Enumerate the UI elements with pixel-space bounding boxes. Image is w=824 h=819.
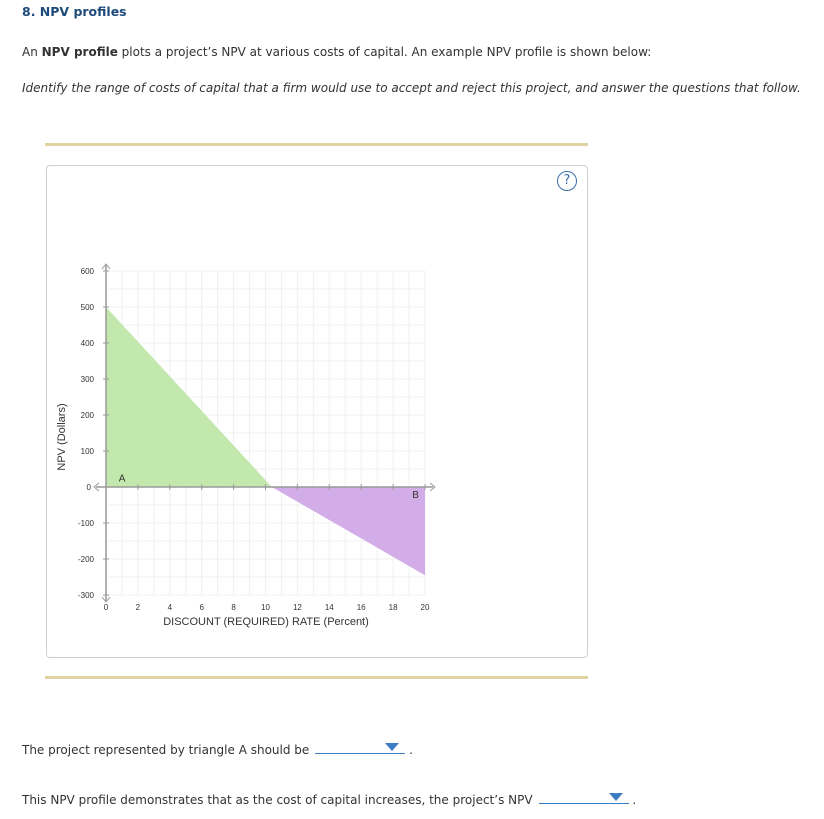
x-tick-label: 8 <box>231 603 236 612</box>
x-tick-label: 6 <box>199 603 204 612</box>
chevron-down-icon <box>609 793 623 801</box>
x-tick-label: 18 <box>388 603 398 612</box>
chevron-down-icon <box>385 743 399 751</box>
region-label-B: B <box>412 489 419 501</box>
y-axis-label: NPV (Dollars) <box>56 403 68 471</box>
question-2-dropdown[interactable] <box>539 789 629 804</box>
bottom-divider <box>45 676 588 679</box>
question-2 <box>22 789 636 807</box>
y-tick-label: 500 <box>80 303 94 312</box>
intro-suffix: plots a project’s NPV at various costs of capital. An example NPV profile is shown below: <box>117 45 652 59</box>
y-tick-label: 600 <box>80 267 94 276</box>
x-tick-label: 0 <box>103 603 109 612</box>
question-1-period: . <box>409 743 413 757</box>
help-icon[interactable]: ? <box>557 171 577 191</box>
y-tick-label: 300 <box>80 375 94 384</box>
question-1-dropdown[interactable] <box>315 739 405 754</box>
x-axis-label: DISCOUNT (REQUIRED) RATE (Percent) <box>163 616 369 628</box>
instruction-text: Identify the range of costs of capital that a firm would use to accept and reject this project, and answer the questions that follow. <box>22 81 801 95</box>
question-2-text: This NPV profile demonstrates that as the cost of capital increases, the project’s NPV <box>22 793 533 807</box>
question-title: 8. NPV profiles <box>22 4 127 19</box>
x-tick-label: 4 <box>167 603 173 612</box>
intro-prefix: An <box>22 45 42 59</box>
x-tick-label: 20 <box>420 603 430 612</box>
region-label-A: A <box>118 473 126 485</box>
x-tick-label: 16 <box>356 603 366 612</box>
intro-bold-term: NPV profile <box>41 45 118 59</box>
y-tick-label: 0 <box>86 483 91 492</box>
question-2-period: . <box>632 793 637 807</box>
region-B <box>272 487 425 575</box>
x-tick-label: 12 <box>292 603 302 612</box>
x-tick-label: 14 <box>324 603 334 612</box>
question-1-text: The project represented by triangle A should be <box>22 743 310 757</box>
y-tick-label: 100 <box>80 447 94 456</box>
question-1 <box>22 739 413 757</box>
y-tick-label: 200 <box>80 411 94 420</box>
y-tick-label: -200 <box>77 555 94 564</box>
y-tick-label: 400 <box>80 339 94 348</box>
x-tick-label: 10 <box>261 603 270 612</box>
x-tick-label: 2 <box>135 603 141 612</box>
y-tick-label: -100 <box>77 519 94 528</box>
y-tick-label: -300 <box>77 591 94 600</box>
